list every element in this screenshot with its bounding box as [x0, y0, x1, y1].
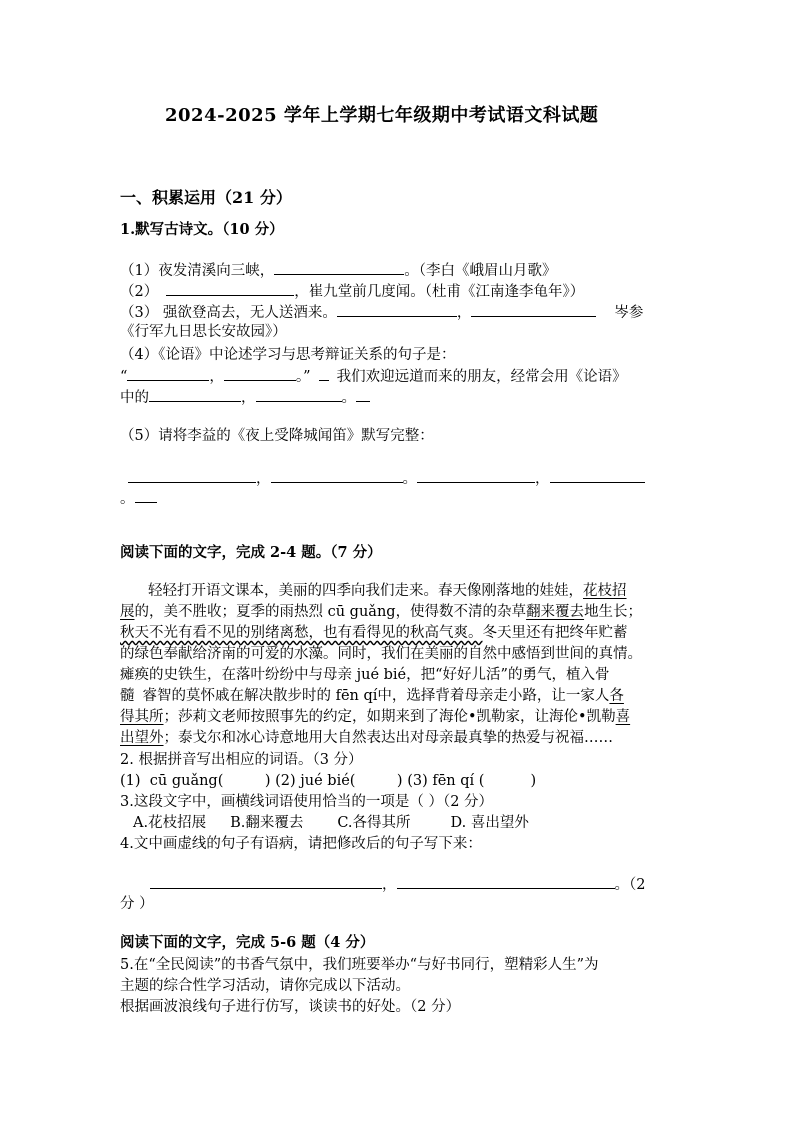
- passage-line: [120, 707, 630, 727]
- poem-item-4-line3: [120, 386, 370, 408]
- passage-text: ；莎莉文老师按照事先的约定，如期来到了海伦•凯勒家，让海伦•凯勒: [163, 709, 616, 725]
- question-5: 5.在“全民阅读”的书香气氛中，我们班要举办“与好书同行，塑精彩人生”为: [120, 957, 599, 973]
- passage-line: [120, 728, 613, 748]
- passage-text: 轻轻打开语文课本，美丽的四季向我们走来。春天像刚落地的娃娃，: [148, 583, 583, 599]
- option-d[interactable]: D. 喜出望外: [450, 815, 529, 831]
- poem-item-5: （5）请将李益的《夜上受降城闻笛》默写完整：: [120, 428, 434, 444]
- poem-text: 我们欢迎远道而来的朋友，经常会用《论语》: [336, 369, 627, 385]
- punctuation: ，: [256, 471, 271, 487]
- question-4-answer: [120, 873, 645, 895]
- answer-blank[interactable]: [417, 467, 535, 483]
- underlined-term: 出望外: [120, 730, 164, 746]
- answer-blank[interactable]: [271, 467, 403, 483]
- page-title: 2024-2025 学年上学期七年级期中考试语文科试题: [165, 105, 599, 126]
- answer-blank[interactable]: [149, 386, 241, 402]
- passage-line: [120, 602, 642, 622]
- punctuation: ，: [209, 369, 224, 385]
- poem-item-4: （4）《论语》中论述学习与思考辩证关系的句子是：: [120, 347, 456, 363]
- score-text: 。（2: [614, 877, 646, 893]
- poem-item-4-line2: [120, 365, 627, 387]
- answer-blank[interactable]: [224, 365, 296, 381]
- question-4-score: 分 ）: [120, 896, 154, 912]
- question-5-line3: 根据画波浪线句子进行仿写，谈读书的好处。（2 分）: [120, 999, 461, 1015]
- question-2: 2. 根据拼音写出相应的词语。（3 分）: [120, 752, 363, 768]
- quote-mark: “: [120, 369, 128, 385]
- question-4: 4.文中画虚线的句子有语病，请把修改后的句子写下来：: [120, 836, 482, 852]
- answer-blank[interactable]: [166, 280, 294, 296]
- punctuation: ，: [456, 305, 472, 321]
- passage-line: [148, 581, 627, 601]
- passage-line: 的绿色奉献给济南的可爱的水藻。同时，我们在美丽的自然中感悟到世间的真情。: [120, 646, 642, 662]
- reading-heading: 阅读下面的文字，完成 5-6 题（4 分）: [120, 934, 375, 951]
- section-heading: 一、积累运用（21 分）: [120, 188, 292, 207]
- punctuation: ，: [535, 471, 550, 487]
- answer-blank[interactable]: [128, 467, 256, 483]
- passage-text: 的，美不胜收；夏季的雨热烈 cū guǎng，使得数不清的杂草: [134, 604, 527, 620]
- passage-line: [120, 623, 628, 643]
- quote-mark: 。”: [295, 369, 311, 385]
- underlined-term: 得其所: [120, 709, 164, 725]
- answer-blank[interactable]: [471, 301, 596, 317]
- option-a[interactable]: A.花枝招展: [133, 815, 207, 831]
- answer-blank[interactable]: [550, 467, 645, 483]
- poem-item-5-end: [120, 488, 157, 509]
- question-heading: 1.默写古诗文。（10 分）: [120, 221, 284, 238]
- poet-name: 岑参: [614, 305, 644, 321]
- wavy-sentence: 秋天不光有看不见的别绪离愁，也有看得见的秋高气爽。: [120, 625, 483, 641]
- punctuation: 。: [341, 390, 356, 406]
- poem-text: ，崔九堂前几度闻。（杜甫《江南逢李龟年》）: [294, 284, 585, 300]
- underlined-term: 展: [120, 604, 135, 620]
- passage-text: 睿智的莫怀戚在解决散步时的 fēn qí中，选择背着母亲走小路，让一家人: [142, 688, 610, 704]
- poem-text: （3） 强欲登高去，无人送酒来。: [120, 305, 337, 321]
- answer-blank[interactable]: [127, 365, 209, 381]
- passage-text: 冬天里还有把终年贮蓄: [482, 625, 628, 641]
- poem-item-2: [120, 280, 584, 302]
- punctuation: ，: [382, 877, 397, 893]
- underlined-term: 喜: [615, 709, 631, 725]
- option-c[interactable]: C.各得其所: [337, 815, 411, 831]
- underlined-term: 花枝招: [583, 583, 627, 599]
- underlined-term: 翻来覆去: [526, 604, 585, 620]
- passage-text: ；泰戈尔和冰心诗意地用大自然表达出对母亲最真挚的热爱与祝福……: [163, 730, 613, 746]
- poem-item-1: [120, 259, 556, 281]
- answer-blank[interactable]: [337, 301, 457, 317]
- option-b[interactable]: B.翻来覆去: [230, 815, 304, 831]
- item-number: （2）: [120, 284, 159, 300]
- punctuation: 。: [120, 491, 135, 507]
- passage-line: 瘫痪的史铁生，在落叶纷纷中与母亲 jué bié，把“好好儿活”的勇气，植入骨: [120, 667, 610, 683]
- answer-blank[interactable]: [150, 873, 382, 889]
- answer-blank[interactable]: [256, 386, 342, 402]
- question-2-pinyin: (1) cū guǎng( ) (2) jué bié( ) (3) fēn qí ( ): [120, 773, 537, 789]
- answer-blank[interactable]: [274, 259, 404, 275]
- question-5-line2: 主题的综合性学习活动，请你完成以下活动。: [120, 978, 410, 994]
- answer-blank[interactable]: [397, 873, 615, 889]
- poem-source: 《行军九日思长安故园》）: [120, 324, 287, 340]
- punctuation: ，: [241, 390, 256, 406]
- punctuation: 。: [402, 471, 417, 487]
- passage-line: [120, 686, 624, 706]
- poem-text: （1）夜发清溪向三峡，: [120, 263, 275, 279]
- question-3-options: [133, 813, 529, 833]
- passage-text: 髓: [120, 688, 135, 704]
- poem-text: 中的: [120, 390, 149, 406]
- poem-item-3: [120, 301, 643, 323]
- poem-item-5-answer: [120, 467, 645, 489]
- passage-text: 地生长；: [584, 604, 643, 620]
- question-3: 3.这段文字中，画横线词语使用恰当的一项是（ ）（2 分）: [120, 794, 494, 810]
- poem-source: 。（李白《峨眉山月歌》: [404, 263, 557, 279]
- reading-heading: 阅读下面的文字，完成 2-4 题。（7 分）: [120, 544, 382, 561]
- underlined-term: 各: [609, 688, 624, 704]
